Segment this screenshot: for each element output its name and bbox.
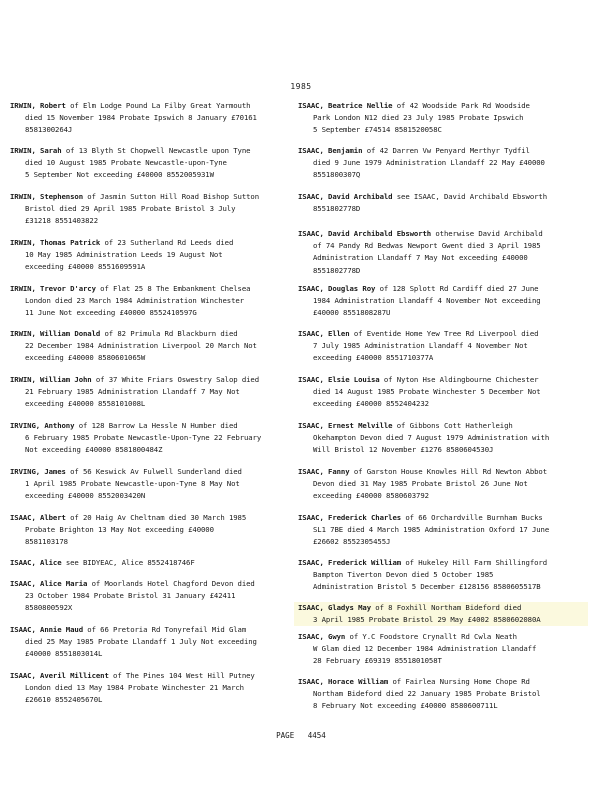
entry-address: see BIDYEAC, Alice 8552418746F <box>61 558 195 567</box>
entry-detail-line: 8551802778D <box>313 265 361 275</box>
entry-address: of 37 White Friars Oswestry Salop died <box>91 375 260 384</box>
entry-first-line <box>298 557 580 569</box>
entry-first-line <box>298 676 580 688</box>
entry-detail-line: exceeding £40000 8551710377A <box>313 353 434 363</box>
entry-name: ISAAC, Elsie Louisa <box>298 375 380 384</box>
probate-entry <box>298 374 580 411</box>
entry-detail-line: exceeding £40000 8552404232 <box>313 399 429 409</box>
entry-first-line <box>10 670 292 682</box>
entry-name: ISAAC, Horace William <box>298 677 389 686</box>
entry-detail-line: SL1 7BE died 4 March 1985 Administration Oxford 17 June <box>313 525 550 535</box>
probate-entry <box>10 100 292 137</box>
probate-entry <box>298 557 580 594</box>
entry-address: of Y.C Foodstore Crynallt Rd Cwla Neath <box>345 632 517 641</box>
entry-detail-line: exceeding £40000 8551609591A <box>25 262 146 272</box>
entry-address: of Flat 25 8 The Embankment Chelsea <box>95 284 251 293</box>
entry-first-line <box>10 466 292 478</box>
probate-entry <box>10 624 292 661</box>
entry-detail-line: 21 February 1985 Administration Llandaff 7 May Not <box>25 387 240 397</box>
entry-detail-line: exceeding £40000 8552003420N <box>25 491 146 501</box>
entry-detail-line: exceeding £40000 8580603792 <box>313 491 429 501</box>
entry-detail-line: 1984 Administration Llandaff 4 November Not exceeding <box>313 296 541 306</box>
entry-detail-line: 8551802778D <box>313 204 361 214</box>
entry-first-line <box>10 191 292 203</box>
page-number: 4454 <box>307 731 326 740</box>
entry-detail-line: 8581300264J <box>25 125 73 135</box>
entry-name: ISAAC, Ernest Melville <box>298 421 393 430</box>
probate-entry <box>10 670 292 707</box>
entry-first-line <box>298 512 580 524</box>
probate-entry <box>10 512 292 549</box>
probate-entry <box>10 145 292 182</box>
probate-entry <box>298 631 580 668</box>
entry-detail-line: Devon died 31 May 1985 Probate Bristol 26 June Not <box>313 479 528 489</box>
entry-detail-line: exceeding £40000 8558101008L <box>25 399 146 409</box>
entry-name: ISAAC, David Archibald <box>298 192 393 201</box>
page-year-heading: 1985 <box>290 82 312 91</box>
entry-detail-line: Not exceeding £40000 8581800484Z <box>25 445 163 455</box>
entry-detail-line: 3 April 1985 Probate Bristol 29 May £4002 8580602080A <box>313 615 541 625</box>
probate-entry <box>10 191 292 228</box>
page-label: PAGE <box>276 731 295 740</box>
entry-first-line <box>10 578 292 590</box>
entry-name: ISAAC, Frederick Charles <box>298 513 402 522</box>
entry-name: ISAAC, Gladys May <box>298 603 371 612</box>
entry-address: of 8 Foxhill Northam Bideford died <box>370 603 522 612</box>
entry-address: of 23 Sutherland Rd Leeds died <box>100 238 234 247</box>
probate-entry <box>298 676 580 713</box>
entry-first-line <box>10 624 292 636</box>
entry-first-line <box>10 374 292 386</box>
entry-detail-line: died 10 August 1985 Probate Newcastle-upon-Tyne <box>25 158 227 168</box>
entry-address: of Hukeley Hill Farm Shillingford <box>401 558 548 567</box>
page-footer <box>0 731 602 740</box>
entry-first-line <box>298 283 580 295</box>
entry-address: of 20 Haig Av Cheltnam died 30 March 1985 <box>65 513 247 522</box>
entry-first-line <box>298 466 580 478</box>
entry-detail-line: Administration Bristol 5 December £128156 8580605517B <box>313 582 541 592</box>
probate-entry <box>10 237 292 274</box>
entry-name: ISAAC, Averil Millicent <box>10 671 109 680</box>
entry-name: ISAAC, Annie Maud <box>10 625 83 634</box>
entry-address: of Moorlands Hotel Chagford Devon died <box>87 579 255 588</box>
entry-detail-line: 28 February £69319 8551801058T <box>313 656 442 666</box>
entry-name: ISAAC, Beatrice Nellie <box>298 101 393 110</box>
entry-address: otherwise David Archibald <box>431 229 543 238</box>
entry-detail-line: 8580800592X <box>25 603 73 613</box>
entry-address: of 13 Blyth St Chopwell Newcastle upon Tyne <box>61 146 251 155</box>
entry-detail-line: died 15 November 1984 Probate Ipswich 8 January £70161 <box>25 113 257 123</box>
probate-entry <box>298 466 580 503</box>
entry-detail-line: 7 July 1985 Administration Llandaff 4 November Not <box>313 341 528 351</box>
entry-detail-line: £40000 8551803014L <box>25 649 103 659</box>
entry-address: of Jasmin Sutton Hill Road Bishop Sutton <box>82 192 260 201</box>
entry-address: of Elm Lodge Pound La Filby Great Yarmouth <box>65 101 251 110</box>
entry-detail-line: £26602 8552305455J <box>313 537 391 547</box>
entry-detail-line: Administration Llandaff 7 May Not exceeding £40000 <box>313 253 528 263</box>
probate-entry <box>298 191 580 215</box>
entry-address: of 56 Keswick Av Fulwell Sunderland died <box>65 467 242 476</box>
entry-name: ISAAC, Albert <box>10 513 66 522</box>
probate-entry <box>298 328 580 365</box>
entry-address: of The Pines 104 West Hill Putney <box>108 671 255 680</box>
entry-first-line <box>298 100 580 112</box>
entry-first-line <box>10 557 292 569</box>
entry-detail-line: London died 23 March 1984 Administration Winchester <box>25 296 244 306</box>
entry-name: IRVING, Anthony <box>10 421 75 430</box>
entry-detail-line: 5 September £74514 8581520058C <box>313 125 442 135</box>
entry-detail-line: 8 February Not exceeding £40000 8580600711L <box>313 701 498 711</box>
entry-address: of 66 Pretoria Rd Tonyrefail Mid Glam <box>82 625 247 634</box>
entry-detail-line: died 14 August 1985 Probate Winchester 5 December Not <box>313 387 541 397</box>
probate-entry <box>298 228 580 277</box>
entry-detail-line: 10 May 1985 Administration Leeds 19 August Not <box>25 250 223 260</box>
probate-entry <box>10 578 292 615</box>
entry-name: ISAAC, Frederick William <box>298 558 402 567</box>
entry-detail-line: 22 December 1984 Administration Liverpool 20 March Not <box>25 341 257 351</box>
entry-detail-line: £31218 8551403822 <box>25 216 98 226</box>
entry-name: IRWIN, William Donald <box>10 329 101 338</box>
entry-detail-line: Park London N12 died 23 July 1985 Probate Ipswich <box>313 113 524 123</box>
entry-address: of 128 Splott Rd Cardiff died 27 June <box>375 284 539 293</box>
entry-name: IRWIN, Stephenson <box>10 192 83 201</box>
entry-detail-line: died 25 May 1985 Probate Llandaff 1 July Not exceeding <box>25 637 257 647</box>
entry-first-line <box>298 374 580 386</box>
entry-detail-line: £26610 8552405670L <box>25 695 103 705</box>
entry-detail-line: W Glam died 12 December 1984 Administration Llandaff <box>313 644 537 654</box>
entry-name: ISAAC, Ellen <box>298 329 350 338</box>
entry-name: ISAAC, Benjamin <box>298 146 363 155</box>
entry-detail-line: Will Bristol 12 November £1276 8580604530J <box>313 445 494 455</box>
entry-first-line <box>298 631 580 643</box>
entry-name: IRWIN, Robert <box>10 101 66 110</box>
entry-name: ISAAC, Fanny <box>298 467 350 476</box>
probate-entry <box>10 557 292 569</box>
entry-name: IRWIN, Sarah <box>10 146 62 155</box>
entry-address: of Eventide Home Yew Tree Rd Liverpool died <box>349 329 539 338</box>
probate-entry <box>298 145 580 182</box>
entry-first-line <box>298 191 580 203</box>
entry-address: of Fairlea Nursing Home Chope Rd <box>388 677 530 686</box>
probate-entry <box>10 374 292 411</box>
entry-address: of 42 Woodside Park Rd Woodside <box>392 101 530 110</box>
entry-name: ISAAC, Alice Maria <box>10 579 88 588</box>
probate-entry <box>298 100 580 137</box>
entry-name: ISAAC, Alice <box>10 558 62 567</box>
entry-detail-line: Probate Brighton 13 May Not exceeding £40000 <box>25 525 214 535</box>
entry-detail-line: 6 February 1985 Probate Newcastle-Upon-Tyne 22 February <box>25 433 262 443</box>
entry-detail-line: died 9 June 1979 Administration Llandaff 22 May £40000 <box>313 158 545 168</box>
entry-name: IRVING, James <box>10 467 66 476</box>
entry-name: IRWIN, William John <box>10 375 92 384</box>
entry-detail-line: of 74 Pandy Rd Bedwas Newport Gwent died 3 April 1985 <box>313 241 541 251</box>
entry-first-line <box>298 228 580 240</box>
entry-first-line <box>10 145 292 157</box>
entry-address: see ISAAC, David Archibald Ebsworth <box>392 192 548 201</box>
entry-first-line <box>10 237 292 249</box>
entry-first-line <box>298 602 588 614</box>
probate-entry <box>10 283 292 320</box>
entry-first-line <box>298 145 580 157</box>
entry-name: ISAAC, David Archibald Ebsworth <box>298 229 432 238</box>
entry-detail-line: Bristol died 29 April 1985 Probate Bristol 3 July <box>25 204 236 214</box>
probate-entry <box>298 512 580 549</box>
entry-first-line <box>10 100 292 112</box>
entry-detail-line: 1 April 1985 Probate Newcastle-upon-Tyne 8 May Not <box>25 479 240 489</box>
probate-entry <box>10 466 292 503</box>
entry-detail-line: Okehampton Devon died 7 August 1979 Administration with <box>313 433 550 443</box>
entry-name: ISAAC, Gwyn <box>298 632 346 641</box>
entry-address: of 42 Darren Vw Penyard Merthyr Tydfil <box>362 146 530 155</box>
entry-first-line <box>298 420 580 432</box>
entry-detail-line: Northam Bideford died 22 January 1985 Probate Bristol <box>313 689 541 699</box>
probate-entry <box>10 328 292 365</box>
entry-name: IRWIN, Trevor D'arcy <box>10 284 96 293</box>
entry-detail-line: 5 September Not exceeding £40000 8552005931W <box>25 170 214 180</box>
entry-detail-line: London died 13 May 1984 Probate Winchester 21 March <box>25 683 244 693</box>
probate-entry <box>298 420 580 457</box>
entry-detail-line: £40000 8551808287U <box>313 308 391 318</box>
probate-entry <box>294 602 588 626</box>
entry-address: of 128 Barrow La Hessle N Humber died <box>74 421 238 430</box>
entry-first-line <box>10 512 292 524</box>
entry-detail-line: 8581103178 <box>25 537 68 547</box>
probate-entry <box>10 420 292 457</box>
entry-address: of 66 Orchardville Burnham Bucks <box>401 513 543 522</box>
entry-name: ISAAC, Douglas Roy <box>298 284 376 293</box>
entry-address: of Garston House Knowles Hill Rd Newton Abbot <box>349 467 548 476</box>
entry-first-line <box>10 328 292 340</box>
entry-first-line <box>10 420 292 432</box>
entry-name: IRWIN, Thomas Patrick <box>10 238 101 247</box>
entry-address: of 82 Primula Rd Blackburn died <box>100 329 238 338</box>
entry-first-line <box>10 283 292 295</box>
entry-first-line <box>298 328 580 340</box>
entry-detail-line: 8551800307Q <box>313 170 361 180</box>
entry-detail-line: 11 June Not exceeding £40000 8552410597G <box>25 308 197 318</box>
entry-detail-line: Bampton Tiverton Devon died 5 October 1985 <box>313 570 494 580</box>
entry-address: of Nyton Hse Aldingbourne Chichester <box>379 375 539 384</box>
entry-detail-line: 23 October 1984 Probate Bristol 31 January £42411 <box>25 591 236 601</box>
entry-address: of Gibbons Cott Hatherleigh <box>392 421 513 430</box>
entry-detail-line: exceeding £40000 8580601065W <box>25 353 146 363</box>
probate-entry <box>298 283 580 320</box>
